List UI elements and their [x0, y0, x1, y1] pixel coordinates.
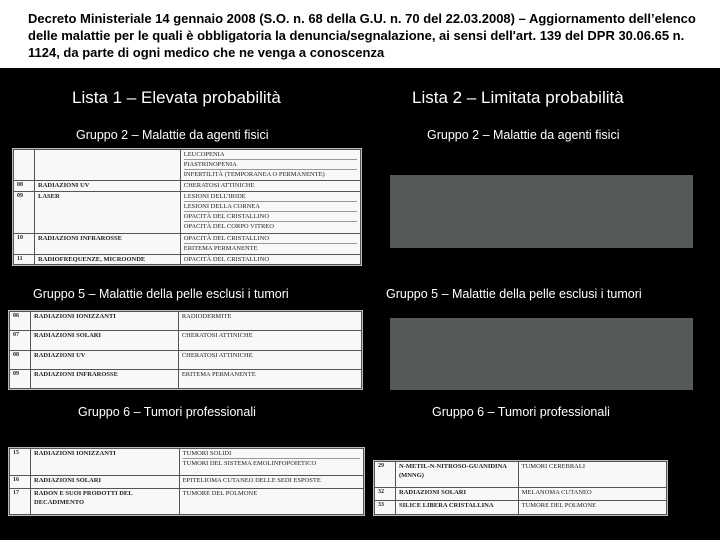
disease-entry: OPACITÀ DEL CRISTALLINO	[184, 234, 357, 244]
disease-entry: LESIONI DELL'IRIDE	[184, 192, 357, 202]
row-number: 15	[10, 449, 31, 476]
list-1-group-5-table-scan	[8, 310, 363, 390]
agent-cell: RADIOFREQUENZE, MICROONDE	[35, 254, 181, 264]
disease-cell	[179, 489, 363, 515]
disease-entry: OPACITÀ DEL CRISTALLINO	[184, 212, 357, 222]
table-row	[10, 489, 364, 515]
disease-cell	[180, 181, 360, 191]
scanned-table	[9, 311, 362, 389]
disease-entry: INFERTILITÀ (TEMPORANEA O PERMANENTE)	[183, 171, 325, 178]
disease-cell	[180, 191, 360, 233]
table-row	[14, 150, 361, 181]
disease-cell	[180, 254, 360, 264]
disease-entry: TUMORI SOLIDI	[183, 449, 360, 459]
disease-entry: CHERATOSI ATTINICHE	[181, 332, 253, 340]
disease-cell	[180, 233, 360, 254]
agent-cell: RADIAZIONI INFRAROSSE	[31, 369, 179, 388]
agent-cell: RADIAZIONI UV	[35, 181, 181, 191]
row-number: 08	[14, 181, 35, 191]
row-number: 08	[10, 350, 31, 369]
row-number: 09	[10, 369, 31, 388]
agent-cell: RADIAZIONI IONIZZANTI	[31, 312, 179, 331]
table-row	[375, 501, 667, 515]
row-number: 33	[375, 501, 396, 515]
scanned-table	[13, 149, 361, 265]
table-row	[14, 191, 361, 233]
disease-cell	[518, 501, 666, 515]
row-number: 17	[10, 489, 31, 515]
list-2-group-5-placeholder	[390, 318, 693, 390]
scanned-table	[374, 461, 667, 515]
disease-entry: PIASTRINOPENIA	[184, 160, 357, 170]
disease-entry: TUMORE DEL POLMONE	[182, 490, 258, 498]
list-2-group-6-table-scan	[373, 460, 668, 516]
table-row	[10, 449, 364, 476]
disease-entry: RADIODERMITE	[181, 313, 232, 320]
disease-cell	[179, 449, 363, 476]
disease-entry: MELANOMA CUTANEO	[521, 488, 592, 496]
list-2-group-2-placeholder	[390, 175, 693, 248]
scanned-table	[9, 448, 364, 515]
agent-cell: RADIAZIONI IONIZZANTI	[31, 449, 180, 476]
agent-cell: RADIAZIONI INFRAROSSE	[35, 233, 181, 254]
table-row	[10, 369, 362, 388]
slide-header	[0, 0, 720, 68]
row-number: 11	[14, 254, 35, 264]
row-number: 06	[10, 312, 31, 331]
disease-cell	[178, 369, 361, 388]
list-1-group-6-label: Gruppo 6 – Tumori professionali	[78, 405, 256, 419]
agent-cell: RADIAZIONI SOLARI	[31, 331, 179, 350]
table-row	[14, 254, 361, 264]
disease-entry: TUMORE DEL POLMONE	[521, 502, 597, 510]
agent-cell: RADIAZIONI UV	[31, 350, 179, 369]
disease-entry: LEUCOPENIA	[184, 150, 357, 160]
disease-cell	[518, 462, 666, 488]
agent-cell	[35, 150, 181, 181]
list-2-title: Lista 2 – Limitata probabilità	[412, 88, 624, 107]
agent-cell: RADIAZIONI SOLARI	[31, 475, 180, 488]
list-1-group-5-label: Gruppo 5 – Malattie della pelle esclusi i tumori	[33, 287, 289, 301]
row-number: 09	[14, 191, 35, 233]
table-row	[375, 487, 667, 501]
list-1-group-2-label: Gruppo 2 – Malattie da agenti fisici	[76, 128, 269, 142]
header-title: Decreto Ministeriale 14 gennaio 2008 (S.O. n. 68 della G.U. n. 70 del 22.03.2008) – Aggiornamento dell’elenco delle malattie per le quali è obbligatoria la denuncia/segnalazione, ai sensi dell'art. 139 del DPR 30.06.65 n. 1124, da parte di ogni medico che ne venga a conoscenza	[28, 11, 696, 60]
disease-entry: LESIONI DELLA CORNEA	[184, 202, 357, 212]
agent-cell: RADON E SUOI PRODOTTI DEL DECADIMENTO	[31, 489, 180, 515]
row-number: 32	[375, 487, 396, 501]
agent-cell: N-METIL-N-NITROSO-GUANIDINA (MNNG)	[396, 462, 519, 488]
disease-entry: ERITEMA PERMANENTE	[183, 244, 258, 252]
agent-cell: RADIAZIONI SOLARI	[396, 487, 519, 501]
disease-cell	[178, 331, 361, 350]
disease-cell	[518, 487, 666, 501]
table-row	[375, 462, 667, 488]
disease-entry: ERITEMA PERMANENTE	[181, 370, 256, 378]
agent-cell: LASER	[35, 191, 181, 233]
disease-cell	[178, 312, 361, 331]
disease-entry: TUMORI CEREBRALI	[521, 463, 585, 470]
row-number: 29	[375, 462, 396, 488]
table-row	[10, 331, 362, 350]
table-row	[10, 350, 362, 369]
row-number: 10	[14, 233, 35, 254]
disease-cell	[180, 150, 360, 181]
table-row	[14, 233, 361, 254]
disease-cell	[179, 475, 363, 488]
row-number	[14, 150, 35, 181]
row-number: 16	[10, 475, 31, 488]
list-2-group-2-label: Gruppo 2 – Malattie da agenti fisici	[427, 128, 620, 142]
disease-entry: OPACITÀ DEL CORPO VITREO	[183, 222, 274, 230]
disease-entry: CHERATOSI ATTINICHE	[183, 182, 255, 190]
list-1-group-2-table-scan	[12, 148, 362, 266]
list-1-group-6-table-scan	[8, 447, 365, 516]
disease-entry: CHERATOSI ATTINICHE	[181, 351, 253, 359]
table-row	[14, 181, 361, 191]
list-2-group-6-label: Gruppo 6 – Tumori professionali	[432, 405, 610, 419]
row-number: 07	[10, 331, 31, 350]
list-2-group-5-label: Gruppo 5 – Malattie della pelle esclusi i tumori	[386, 287, 642, 301]
agent-cell: SILICE LIBERA CRISTALLINA	[396, 501, 519, 515]
disease-entry: OPACITÀ DEL CRISTALLINO	[183, 255, 270, 263]
disease-entry: TUMORI DEL SISTEMA EMOLINFOPOIETICO	[182, 460, 317, 467]
disease-entry: EPITELIOMA CUTANEO DELLE SEDI ESPOSTE	[182, 476, 321, 484]
disease-cell	[178, 350, 361, 369]
list-1-title: Lista 1 – Elevata probabilità	[72, 88, 281, 107]
table-row	[10, 475, 364, 488]
table-row	[10, 312, 362, 331]
